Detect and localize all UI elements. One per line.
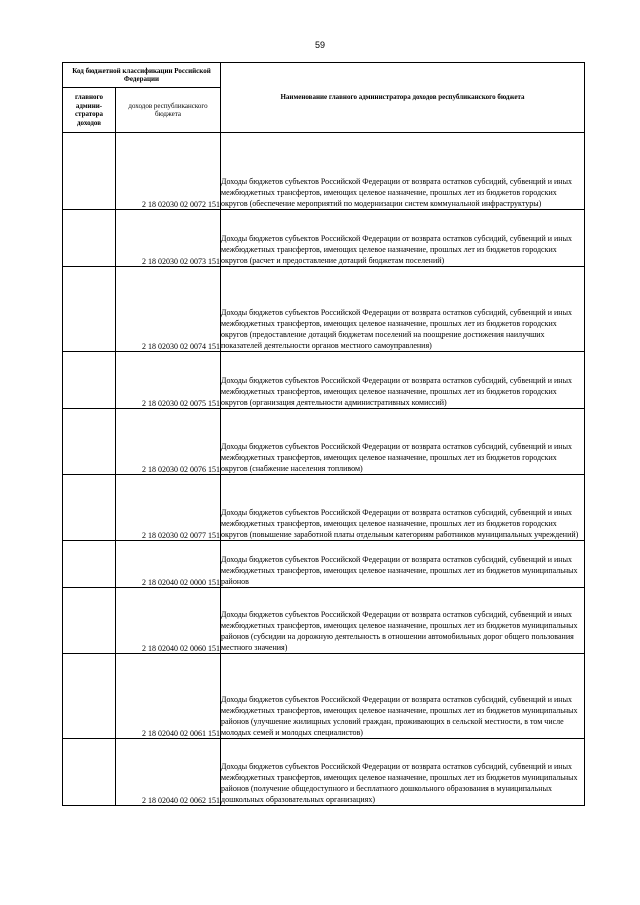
admin-code-cell — [63, 541, 116, 588]
revenue-code-cell: 2 18 02030 02 0072 151 — [116, 133, 221, 210]
admin-code-cell — [63, 352, 116, 409]
revenue-code-cell: 2 18 02040 02 0062 151 — [116, 739, 221, 806]
admin-code-cell — [63, 588, 116, 654]
table-row — [63, 133, 585, 210]
revenue-name-cell: Доходы бюджетов субъектов Российской Федерации от возврата остатков субсидий, субвенций и иных межбюджетных трансфертов, имеющих целевое назначение, прошлых лет из бюджетов городских округов (снабжение населения топливом) — [221, 409, 585, 475]
revenue-name-cell: Доходы бюджетов субъектов Российской Федерации от возврата остатков субсидий, субвенций и иных межбюджетных трансфертов, имеющих целевое назначение, прошлых лет из бюджетов городских округов (организация деятельности административных комиссий) — [221, 352, 585, 409]
table-row — [63, 541, 585, 588]
admin-code-cell — [63, 133, 116, 210]
table-row — [63, 654, 585, 739]
revenue-code-cell: 2 18 02030 02 0076 151 — [116, 409, 221, 475]
revenue-name-cell: Доходы бюджетов субъектов Российской Федерации от возврата остатков субсидий, субвенций и иных межбюджетных трансфертов, имеющих целевое назначение, прошлых лет из бюджетов городских округов (обеспечение мероприятий по модернизации систем коммунальной инфраструктуры) — [221, 133, 585, 210]
revenue-name-cell: Доходы бюджетов субъектов Российской Федерации от возврата остатков субсидий, субвенций и иных межбюджетных трансфертов, имеющих целевое назначение, прошлых лет из бюджетов муниципальных районов — [221, 541, 585, 588]
page-number: 59 — [314, 40, 325, 50]
table-row — [63, 409, 585, 475]
revenue-code-cell: 2 18 02030 02 0073 151 — [116, 210, 221, 267]
admin-code-cell — [63, 654, 116, 739]
table-row — [63, 739, 585, 806]
header-chief-administrator: главного админи-стратора доходов — [63, 88, 116, 133]
revenue-name-cell: Доходы бюджетов субъектов Российской Федерации от возврата остатков субсидий, субвенций и иных межбюджетных трансфертов, имеющих целевое назначение, прошлых лет из бюджетов городских округов (повышение заработной платы отдельным категориям работников муниципальных учреждений) — [221, 475, 585, 541]
revenue-code-cell: 2 18 02040 02 0061 151 — [116, 654, 221, 739]
revenue-name-cell: Доходы бюджетов субъектов Российской Федерации от возврата остатков субсидий, субвенций и иных межбюджетных трансфертов, имеющих целевое назначение, прошлых лет из бюджетов городских округов (предоставление дотаций бюджетам поселений на поощрение достижения наилучших показателей деятельности органов местного самоуправления) — [221, 267, 585, 352]
table-row — [63, 352, 585, 409]
admin-code-cell — [63, 409, 116, 475]
revenue-code-cell: 2 18 02030 02 0074 151 — [116, 267, 221, 352]
revenue-name-cell: Доходы бюджетов субъектов Российской Федерации от возврата остатков субсидий, субвенций и иных межбюджетных трансфертов, имеющих целевое назначение, прошлых лет из бюджетов муниципальных районов (получение общедоступного и бесплатного дошкольного образования в муниципальных дошкольных образовательных организациях) — [221, 739, 585, 806]
header-administrator-name: Наименование главного администратора доходов республиканского бюджета — [221, 63, 585, 133]
revenue-code-cell: 2 18 02030 02 0075 151 — [116, 352, 221, 409]
admin-code-cell — [63, 267, 116, 352]
admin-code-cell — [63, 210, 116, 267]
table-row — [63, 588, 585, 654]
revenue-code-cell: 2 18 02040 02 0000 151 — [116, 541, 221, 588]
table-row — [63, 267, 585, 352]
header-republican-revenue: доходов республиканского бюджета — [116, 88, 221, 133]
revenue-name-cell: Доходы бюджетов субъектов Российской Федерации от возврата остатков субсидий, субвенций и иных межбюджетных трансфертов, имеющих целевое назначение, прошлых лет из бюджетов муниципальных районов (улучшение жилищных условий граждан, проживающих в сельской местности, в том числе молодых семей и молодых специалистов) — [221, 654, 585, 739]
revenue-code-cell: 2 18 02030 02 0077 151 — [116, 475, 221, 541]
admin-code-cell — [63, 475, 116, 541]
table-row — [63, 475, 585, 541]
revenue-code-cell: 2 18 02040 02 0060 151 — [116, 588, 221, 654]
header-classification-code: Код бюджетной классификации Российской Федерации — [63, 63, 221, 88]
admin-code-cell — [63, 739, 116, 806]
revenue-name-cell: Доходы бюджетов субъектов Российской Федерации от возврата остатков субсидий, субвенций и иных межбюджетных трансфертов, имеющих целевое назначение, прошлых лет из бюджетов городских округов (расчет и предоставление дотаций бюджетам поселений) — [221, 210, 585, 267]
table-row — [63, 210, 585, 267]
revenue-name-cell: Доходы бюджетов субъектов Российской Федерации от возврата остатков субсидий, субвенций и иных межбюджетных трансфертов, имеющих целевое назначение, прошлых лет из бюджетов муниципальных районов (субсидии на дорожную деятельность в отношении автомобильных дорог общего пользования местного значения) — [221, 588, 585, 654]
revenue-classification-table — [62, 62, 585, 806]
